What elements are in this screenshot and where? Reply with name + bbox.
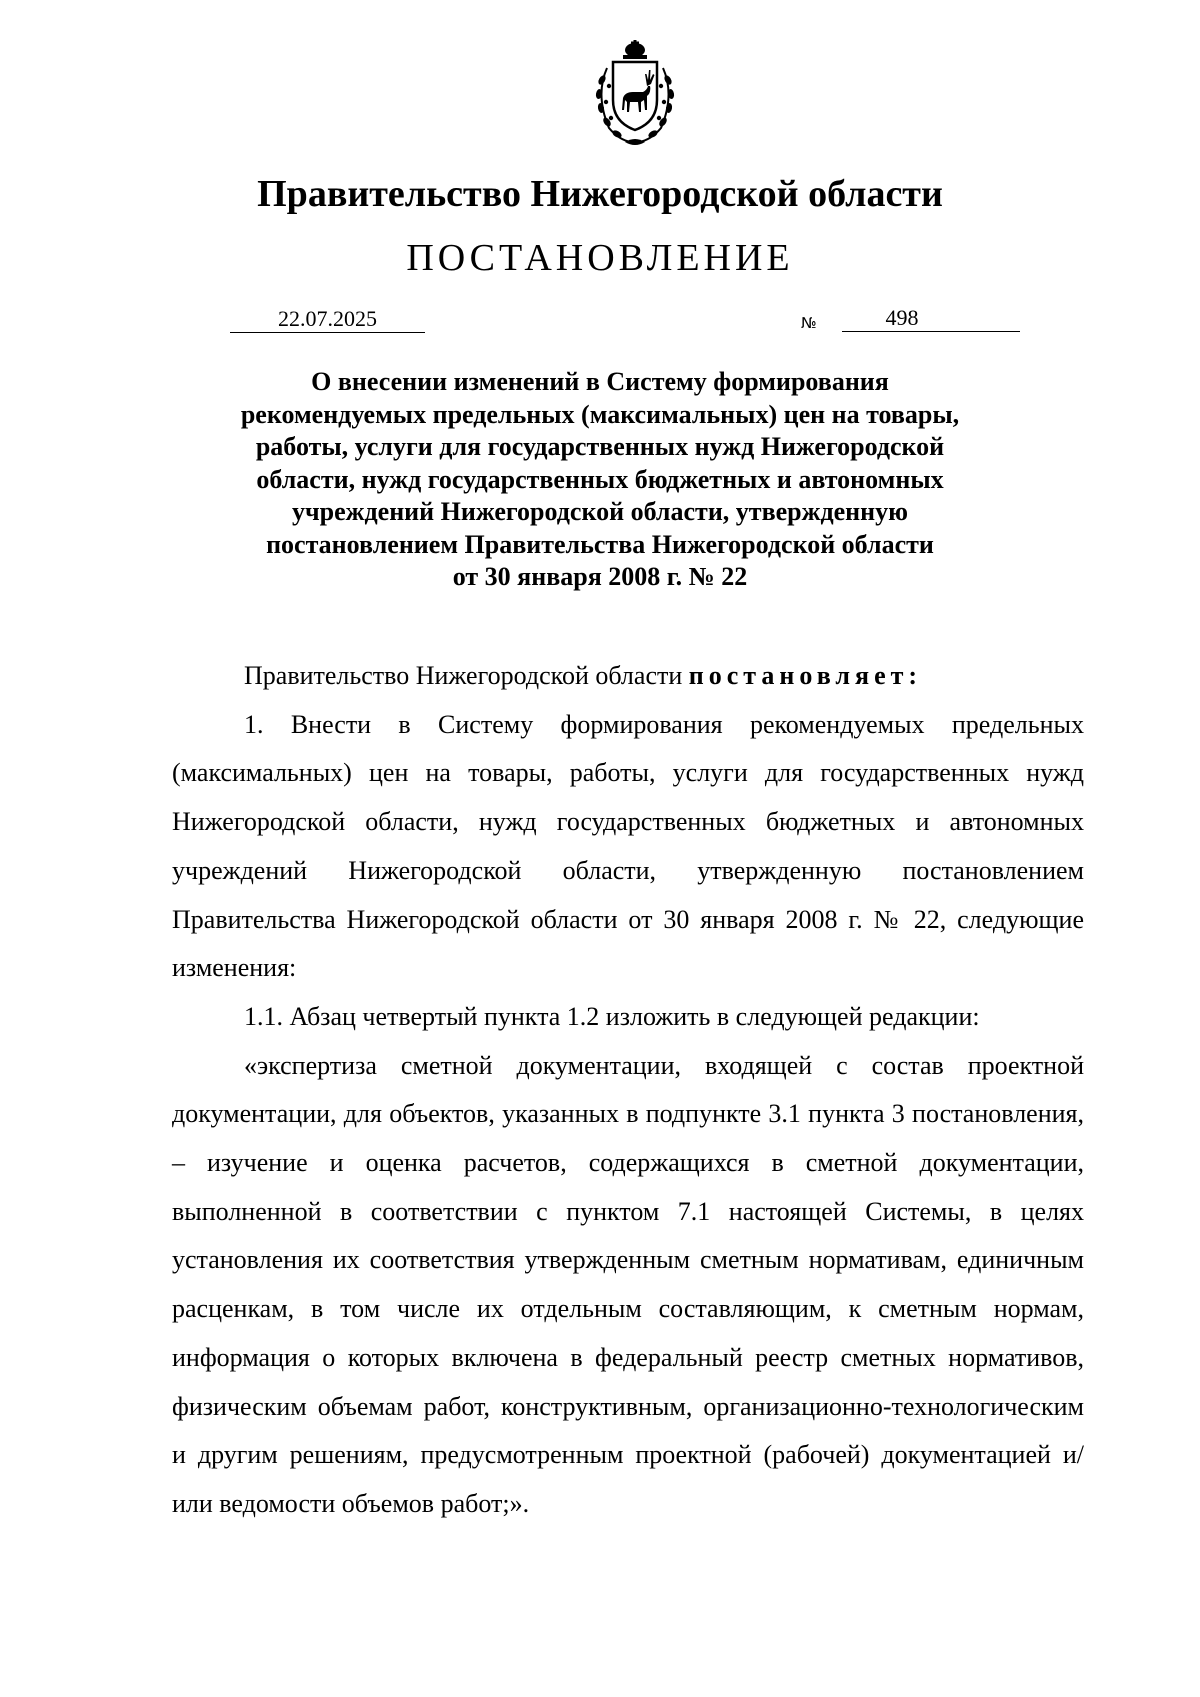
resolution-intro bbox=[172, 652, 1084, 701]
government-title: Правительство Нижегородской области bbox=[257, 173, 943, 215]
document-subject-heading bbox=[190, 366, 1010, 594]
subject-line: области, нужд государственных бюджетных и автономных bbox=[256, 464, 944, 494]
subject-line: учреждений Нижегородской области, утвержденную bbox=[291, 497, 908, 526]
resolves-word: постановляет: bbox=[688, 661, 923, 690]
intro-text: Правительство Нижегородской области bbox=[244, 661, 689, 690]
quoted-paragraph: «экспертиза сметной документации, входящей с состав проектной документации, для объектов, указанных в подпункте 3.1 пункта 3 постановления, – изучение и оценка расчетов, содержащихся в сметной документации, выполненной в соответствии с пунктом 7.1 настоящей Системы, в целях установления их соответствия утвержденным сметным нормативам, единичным расценкам, в том числе их отдельным составляющим, к сметным нормам, информация о которых включена в федеральный реестр сметных нормативов, физическим объемам работ, конструктивным, организационно-технологическим и другим решениям, предусмотренным проектной (рабочей) документацией и/или ведомости объемов работ;». bbox=[172, 1050, 1084, 1518]
subject-line: работы, услуги для государственных нужд Нижегородской bbox=[255, 432, 945, 461]
coat-of-arms-emblem bbox=[575, 40, 695, 150]
paragraph-1: 1. Внести в Систему формирования рекомендуемых предельных (максимальных) цен на товары, работы, услуги для государственных нужд Нижегородской области, нужд государственных бюджетных и автономных учреждений Нижегородской области, утвержденную постановлением Правительства Нижегородской области от 30 января 2008 г. № 22, следующие изменения: bbox=[172, 709, 1084, 983]
subject-line: от 30 января 2008 г. № 22 bbox=[452, 562, 748, 591]
subject-line: постановлением Правительства Нижегородской области bbox=[266, 529, 934, 559]
subject-line: рекомендуемых предельных (максимальных) цен на товары, bbox=[240, 399, 960, 429]
number-sign: № bbox=[801, 314, 817, 332]
document-type-heading: ПОСТАНОВЛЕНИЕ bbox=[406, 237, 794, 279]
document-number: 498 bbox=[885, 305, 919, 330]
document-number-field bbox=[842, 305, 1020, 332]
document-date: 22.07.2025 bbox=[230, 306, 425, 333]
subject-line: О внесении изменений в Систему формирования bbox=[311, 367, 889, 396]
document-body bbox=[172, 652, 1084, 1529]
paragraph-1-1: 1.1. Абзац четвертый пункта 1.2 изложить в следующей редакции: bbox=[244, 1001, 980, 1031]
